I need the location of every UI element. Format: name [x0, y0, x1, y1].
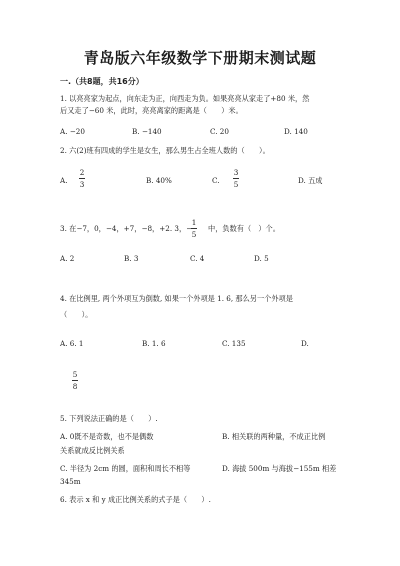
question-1-option-b: B. −140	[132, 127, 162, 136]
question-1-line-2: 后又走了−60 米，此时，亮亮离家的距离是（ ）米。	[60, 106, 243, 115]
question-2-option-b: B. 40%	[146, 176, 172, 185]
question-3-text-after: 中，负数有（ ）个。	[208, 224, 280, 233]
question-6-text: 6. 表示 x 和 y 成正比例关系的式子是（ ）.	[60, 495, 211, 504]
question-4-option-d-label: D.	[301, 339, 309, 348]
question-5-option-c: C. 半径为 2cm 的圆，面积和周长不相等	[60, 464, 191, 473]
question-2-option-a-fraction	[79, 168, 85, 188]
fraction-denominator: 8	[72, 381, 78, 391]
question-5-option-d-continued: 345m	[60, 477, 81, 486]
fraction-bar	[79, 178, 85, 179]
fraction-numerator: 2	[79, 168, 85, 178]
question-5-text: 5. 下列说法正确的是（ ）.	[60, 414, 158, 423]
question-4-line-1: 4. 在比例里, 两个外项互为倒数, 如果一个外项是 1. 6, 那么另一个外项是	[60, 294, 293, 303]
fraction-bar	[72, 380, 78, 381]
question-4-option-a: A. 6. 1	[60, 339, 84, 348]
fraction-bar	[233, 178, 239, 179]
question-4-line-2: （ ）。	[60, 310, 93, 319]
question-2-option-a-label: A.	[60, 176, 68, 185]
question-5-option-b: B. 相关联的两种量，不成正比例	[222, 432, 326, 441]
question-3-fraction	[191, 218, 197, 238]
fraction-numerator: 5	[72, 370, 78, 380]
question-5-option-a: A. 0既不是奇数，也不是偶数	[60, 432, 154, 441]
page-title: 青岛版六年级数学下册期末测试题	[83, 49, 317, 67]
question-4-option-c: C. 135	[222, 339, 246, 348]
question-4-option-b: B. 1. 6	[142, 339, 166, 348]
question-1-option-c: C. 20	[210, 127, 229, 136]
question-1-line-1: 1. 以亮亮家为起点，向东走为正，向西走为负。如果亮亮从家走了+80 米，然	[60, 94, 310, 103]
question-5-option-d: D. 海拔 500m 与海拔−155m 相差	[222, 464, 337, 473]
question-3-option-a: A. 2	[60, 254, 75, 263]
section-header: 一.（共8题，共16分）	[60, 77, 144, 86]
fraction-denominator: 5	[233, 179, 239, 189]
question-2-option-c-fraction	[233, 168, 239, 188]
fraction-numerator: 3	[233, 168, 239, 178]
question-3-option-b: B. 3	[124, 254, 139, 263]
question-3-option-d: D. 5	[254, 254, 269, 263]
fraction-denominator: 5	[191, 229, 197, 239]
fraction-denominator: 3	[79, 179, 85, 189]
fraction-bar	[191, 228, 197, 229]
question-2-text: 2. 六(2)班有四成的学生是女生，那么男生占全班人数的（ ）。	[60, 146, 270, 155]
question-3-option-c: C. 4	[190, 254, 205, 263]
question-1-option-a: A. −20	[60, 127, 85, 136]
question-5-option-a-continued: 关系就成反比例关系	[60, 446, 125, 455]
question-3-text-before: 3. 在−7，0，−4，+7，−8，+2. 3，−	[60, 224, 193, 233]
fraction-numerator: 1	[191, 218, 197, 228]
question-4-option-d-fraction	[72, 370, 78, 390]
question-2-option-c-label: C.	[212, 176, 220, 185]
question-1-option-d: D. 140	[284, 127, 308, 136]
question-2-option-d: D. 五成	[298, 176, 323, 185]
